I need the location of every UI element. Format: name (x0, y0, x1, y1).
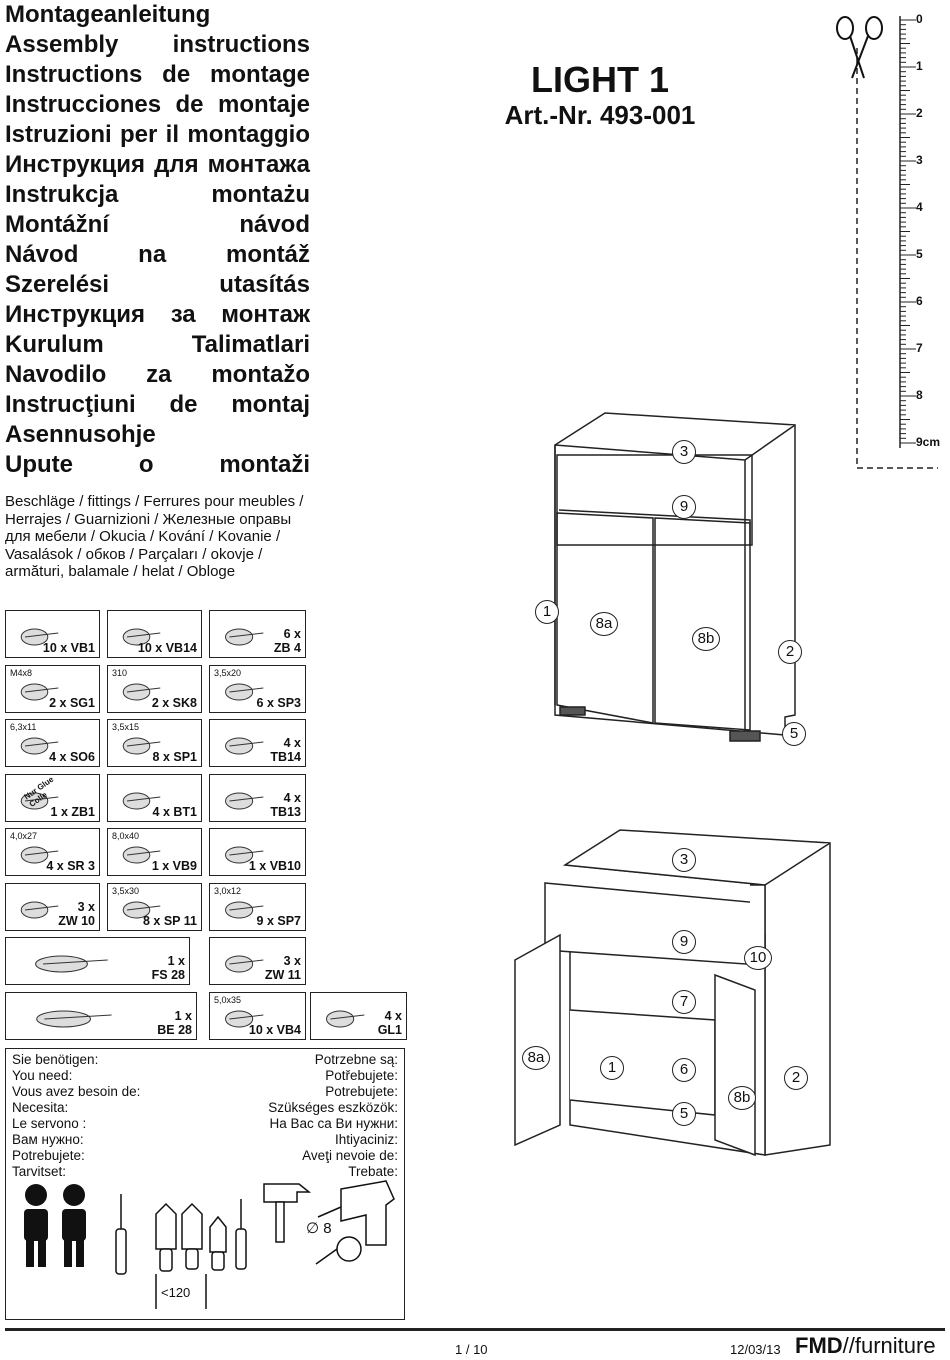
part-size: 3,5x20 (214, 667, 242, 678)
part-size: M4x8 (10, 667, 33, 678)
part-quantity: 10 x VB1 (42, 641, 95, 655)
cut-ruler (830, 8, 950, 488)
part-quantity: 1 x VB9 (151, 859, 197, 873)
need-text: Trebate: (348, 1164, 398, 1179)
part-cell (107, 719, 202, 767)
fittings-intro: Beschläge / fittings / Ferrures pour meubles / Herrajes / Guarnizioni / Железные оправы для мебели / Okucia / Kování / Kovanie / Vasalások / обков / Parçaları / okovje / armături, balamale / helat / Obloge (5, 493, 304, 580)
title-ru: Инструкция для монтажа (5, 151, 310, 178)
part-cell (5, 774, 100, 822)
need-text: Szükséges eszközök: (268, 1100, 398, 1115)
title-pl: Instrukcja montażu (5, 181, 310, 208)
title-sl: Navodilo za montažo (5, 361, 310, 388)
title-list (5, 0, 310, 480)
part-quantity: 1 x FS 28 (151, 954, 185, 982)
ladder-height-label: <120 (161, 1285, 191, 1300)
need-text: Ihtiyaciniz: (334, 1132, 398, 1147)
screwdriver-icon (116, 1194, 246, 1274)
part-cell (209, 828, 306, 876)
part-callout: 2 (778, 640, 802, 664)
product-name: LIGHT 1 (530, 59, 669, 100)
title-bg: Инструкция за монтаж (5, 301, 310, 328)
title-it: Istruzioni per il montaggio (5, 121, 310, 148)
need-text: Necesita: (12, 1100, 69, 1115)
brand-logo (795, 1333, 936, 1359)
part-quantity: 2 x SG1 (49, 695, 95, 710)
need-text: Aveţi nevoie de: (302, 1148, 398, 1163)
title-tr: Kurulum Talimatlari (5, 331, 310, 358)
brand-suffix: //furniture (842, 1333, 936, 1358)
part-size: 3,5x30 (112, 885, 140, 896)
part-cell (209, 665, 306, 713)
part-callout: 7 (672, 990, 696, 1014)
part-size: 8,0x40 (112, 831, 140, 841)
part-cell (209, 883, 306, 931)
part-quantity: 8 x SP1 (152, 750, 197, 764)
need-text: Potřebujete: (325, 1068, 398, 1083)
need-text: Vous avez besoin de: (12, 1084, 141, 1099)
part-cell (107, 883, 202, 931)
need-text: You need: (12, 1068, 73, 1083)
part-callout: 3 (672, 440, 696, 464)
part-cell (5, 828, 100, 876)
ruler-label: 3 (916, 153, 923, 167)
title-fr: Instructions de montage (5, 61, 310, 88)
need-text: Potrzebne są: (314, 1052, 398, 1067)
part-cell (107, 665, 202, 713)
part-callout: 9 (672, 930, 696, 954)
part-cell (107, 774, 202, 822)
title-fi: Asennusohje (5, 421, 156, 448)
title-cz: Montážní návod (5, 211, 310, 238)
part-callout: 8b (692, 627, 720, 651)
need-text: На Вас са Ви нужни: (269, 1116, 398, 1131)
ruler-label: 4 (916, 200, 923, 214)
part-size: 4,0x27 (10, 831, 38, 841)
title-sk: Návod na montáž (5, 241, 310, 268)
part-quantity: 9 x SP7 (256, 913, 301, 928)
part-cell (5, 992, 197, 1040)
part-cell (5, 719, 100, 767)
part-callout: 5 (782, 722, 806, 746)
part-cell (310, 992, 407, 1040)
part-quantity: 8 x SP 11 (143, 913, 197, 928)
part-cell (5, 937, 190, 985)
glue-label: Nur Glue Colle (22, 774, 56, 809)
tools-illustration (6, 1049, 406, 1319)
drill-size-label: ∅ 8 (306, 1220, 332, 1237)
part-quantity: 2 x SK8 (151, 695, 197, 710)
hammer-icon (264, 1184, 309, 1242)
part-cell (209, 719, 306, 767)
part-quantity: 10 x VB14 (137, 641, 197, 655)
part-quantity: 1 x ZB1 (50, 804, 95, 819)
part-quantity: 4 x GL1 (377, 1008, 402, 1037)
article-number: Art.-Nr. 493-001 (504, 100, 696, 130)
ruler-label: 1 (916, 59, 923, 73)
ruler-label: 2 (916, 106, 923, 120)
part-cell (209, 610, 306, 658)
part-callout: 8b (728, 1086, 756, 1110)
part-callout: 1 (535, 600, 559, 624)
need-text: Le servono : (12, 1116, 87, 1131)
part-quantity: 4 x SO6 (49, 750, 95, 764)
part-callout: 1 (600, 1056, 624, 1080)
print-date: 12/03/13 (730, 1342, 781, 1357)
title-hr: Upute o montaži (5, 451, 310, 478)
need-text: Potrebujete: (325, 1084, 398, 1099)
title-hu: Szerelési utasítás (5, 271, 310, 298)
part-quantity: 4 x BT1 (152, 804, 197, 819)
part-callout: 3 (672, 848, 696, 872)
part-quantity: 1 x BE 28 (157, 1008, 192, 1037)
part-callout: 5 (672, 1102, 696, 1126)
person-icon (24, 1184, 48, 1267)
part-cell (107, 610, 202, 658)
need-text: Potrebujete: (12, 1148, 85, 1163)
ruler-label: 6 (916, 294, 923, 308)
ruler-label: 0 (916, 12, 923, 26)
page-number: 1 / 10 (455, 1342, 488, 1357)
part-callout: 6 (672, 1058, 696, 1082)
part-callout: 8a (522, 1046, 550, 1070)
part-callout: 10 (744, 946, 772, 970)
title-de: Montageanleitung (5, 1, 211, 28)
part-cell (5, 610, 100, 658)
part-cell (5, 883, 100, 931)
part-quantity: 3 x ZW 11 (264, 954, 301, 982)
title-ro: Instrucţiuni de montaj (5, 391, 310, 418)
part-cell (209, 937, 306, 985)
part-quantity: 4 x TB13 (270, 790, 301, 819)
title-en: Assembly instructions (5, 31, 310, 58)
ruler-label: 7 (916, 341, 923, 355)
part-quantity: 6 x ZB 4 (273, 627, 301, 655)
tape-measure-icon (316, 1237, 361, 1264)
scissors-icon (837, 17, 882, 78)
part-cell (209, 992, 306, 1040)
title-es: Instrucciones de montaje (5, 91, 310, 118)
need-text: Sie benötigen: (12, 1052, 99, 1067)
need-text: Вам нужно: (12, 1132, 84, 1147)
part-callout: 9 (672, 495, 696, 519)
part-quantity: 4 x TB14 (270, 736, 301, 764)
part-callout: 8a (590, 612, 618, 636)
part-quantity: 6 x SP3 (256, 695, 301, 710)
ruler-label: 9cm (916, 435, 941, 449)
part-cell (5, 665, 100, 713)
ruler-label: 5 (916, 247, 923, 261)
person-icon (62, 1184, 86, 1267)
part-size: 3,5x15 (112, 722, 140, 732)
part-size: 310 (112, 667, 128, 678)
part-size: 5,0x35 (214, 994, 242, 1005)
ruler-label: 8 (916, 388, 923, 402)
part-quantity: 4 x SR 3 (46, 859, 95, 873)
part-size: 6,3x11 (10, 722, 37, 732)
tools-box (5, 1048, 405, 1320)
footer-rule (5, 1328, 945, 1331)
part-size: 3,0x12 (214, 885, 242, 896)
part-quantity: 3 x ZW 10 (58, 899, 95, 928)
part-cell (209, 774, 306, 822)
product-header (490, 60, 710, 130)
part-cell (107, 828, 202, 876)
part-quantity: 1 x VB10 (248, 859, 301, 873)
part-callout: 2 (784, 1066, 808, 1090)
need-text: Tarvitset: (12, 1164, 67, 1179)
part-quantity: 10 x VB4 (248, 1022, 301, 1037)
brand-name: FMD (795, 1333, 843, 1358)
